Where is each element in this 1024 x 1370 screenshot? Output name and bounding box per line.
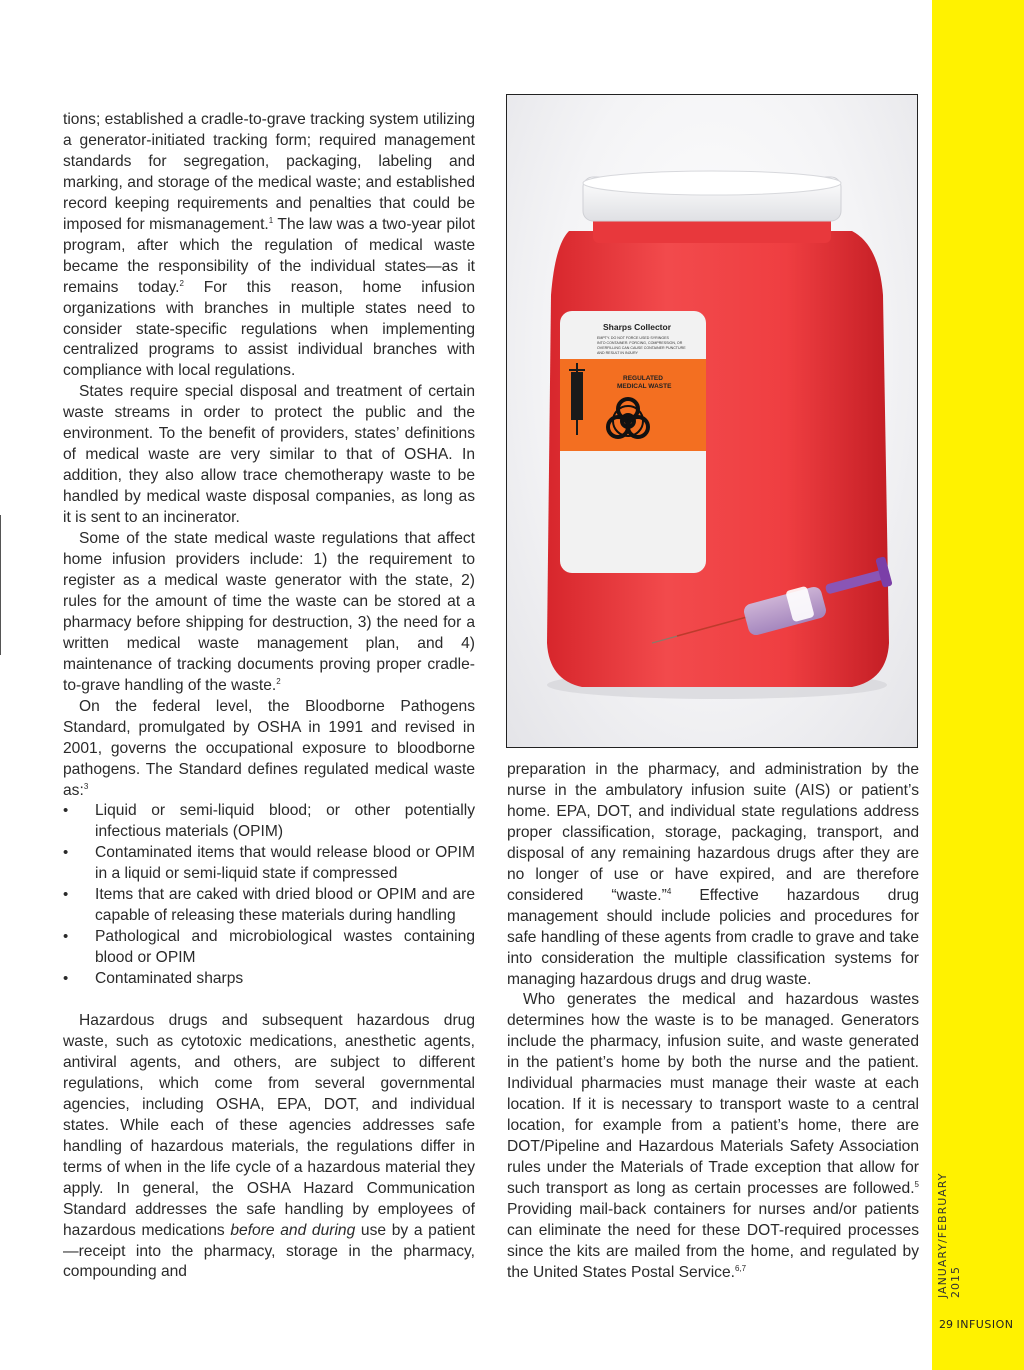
label-warning: EMPTY. DO NOT FORCE USED SYRINGES bbox=[597, 336, 669, 340]
list-item: • Items that are caked with dried blood or OPIM and are capable of releasing these materials during handling bbox=[63, 885, 475, 927]
page-folio bbox=[939, 1318, 1013, 1331]
right-column bbox=[507, 760, 919, 1284]
paragraph: preparation in the pharmacy, and administration by the nurse in the ambulatory infusion suite (AIS) or patient’s home. EPA, DOT, and individual state regulations address proper classification, storage, packaging, transport, and disposal of any remaining hazardous drugs after they are no longer of use or have expired, and are therefore considered “waste.”$^4$ Effective hazardous drug management should include policies and procedures for safe handling of these agents from cradle to grave and take into consideration the multiple classification systems for managing hazardous drugs and drug waste. bbox=[507, 761, 919, 988]
paragraph: Hazardous drugs and subsequent hazardous drug waste, such as cytotoxic medications, anesthetic agents, antiviral agents, and others, are subject to different regulations, which come from several governmental agencies, including OSHA, EPA, DOT, and individual states. While each of these agencies addresses safe handling of hazardous materials, the regulations differ in terms of when in the life cycle of a hazardous material they apply. In general, the OSHA Hazard Communication Standard addresses the safe handling by employees of hazardous medications before and during use by a patient—receipt into the pharmacy, storage in the pharmacy, compounding and bbox=[63, 1012, 476, 1281]
left-column bbox=[63, 110, 475, 1283]
issue-date: JANUARY/FEBRUARY 2015 bbox=[936, 1172, 962, 1298]
paragraph: Some of the state medical waste regulations that affect home infusion providers include: 1) the requirement to register as a medical waste generator with the state, 2) rules for the amount of time the waste can be stored at a pharmacy before shipping for destruction, 3) the need for a written medical waste management plan, and 4) maintenance of tracking documents proving proper cradle-to-grave handling of the waste.$^2$ bbox=[63, 530, 475, 694]
paragraph: tions; established a cradle-to-grave tracking system utilizing a generator-initiated tracking form; required management standards for segregation, packaging, labeling and marking, and storage of the medical waste; and established record keeping requirements and penalties that could be imposed for mismanagement.$^1$ The law was a two-year pilot program, after which the regulation of medical waste became the responsibility of the individual states—as it remains today.$^2$ For this reason, home infusion organizations with branches in multiple states need to consider state-specific regulations when implementing centralized programs to assist individual branches with compliance with local regulations. bbox=[63, 111, 475, 380]
label-warning: INTO CONTAINER. FORCING, COMPRESSION, OR bbox=[597, 341, 683, 345]
label-warning: OVERFILLING CAN CAUSE CONTAINER PUNCTURE bbox=[597, 346, 686, 350]
label-regulated: REGULATED bbox=[623, 375, 663, 382]
footnote-ref: 6,7 bbox=[734, 1263, 747, 1273]
magazine-name: INFUSION bbox=[956, 1318, 1014, 1331]
list-item: • Liquid or semi-liquid blood; or other potentially infectious materials (OPIM) bbox=[63, 801, 475, 843]
sharps-container-photo bbox=[506, 94, 918, 748]
sharps-container-illustration bbox=[507, 95, 917, 747]
page-number: 29 bbox=[939, 1318, 953, 1331]
margin-rule bbox=[0, 515, 1, 655]
list-item: • Contaminated items that would release blood or OPIM in a liquid or semi-liquid state if compressed bbox=[63, 843, 475, 885]
footnote-ref: 4 bbox=[666, 886, 672, 896]
footnote-ref: 1 bbox=[268, 215, 274, 225]
paragraph: On the federal level, the Bloodborne Pathogens Standard, promulgated by OSHA in 1991 and revised in 2001, governs the occupational exposure to bloodborne pathogens. The Standard defines regulated medical waste as:$^3$ bbox=[63, 697, 475, 799]
footnote-ref: 3 bbox=[83, 781, 89, 791]
paragraph: States require special disposal and treatment of certain waste streams in order to protect the public and the environment. To the benefit of providers, states’ definitions of medical waste are very similar to that of OSHA. In addition, they also allow trace chemotherapy waste to be handled by medical waste disposal companies, as long as it is sent to an incinerator. bbox=[63, 383, 475, 527]
bullet-list bbox=[63, 801, 475, 990]
paragraph: Who generates the medical and hazardous wastes determines how the waste is to be managed. Generators include the pharmacy, infusion suite, and waste generated in the patient’s home by both the nurse and the patient. Individual pharmacies must manage their waste at each location. If it is necessary to transport waste to a central location, for example from a patient’s home, there are DOT/Pipeline and Hazardous Materials Safety Association rules under the Materials of Trade exception that allow for such transport as long as certain processes are followed.$^5$ Providing mail-back containers for nurses and/or patients can eliminate the need for these DOT-required processes since the kits are mailed from the home, and regulated by the United States Postal Service.$^{6,7}$ bbox=[507, 991, 919, 1281]
label-warning: AND RESULT IN INJURY bbox=[597, 351, 638, 355]
label-regulated: MEDICAL WASTE bbox=[617, 383, 672, 390]
footnote-ref: 2 bbox=[179, 278, 184, 288]
list-item: • Contaminated sharps bbox=[63, 969, 475, 990]
footnote-ref: 5 bbox=[914, 1180, 919, 1190]
label-title: Sharps Collector bbox=[603, 322, 672, 332]
footnote-ref: 2 bbox=[276, 676, 281, 686]
list-item: • Pathological and microbiological wastes containing blood or OPIM bbox=[63, 927, 475, 969]
